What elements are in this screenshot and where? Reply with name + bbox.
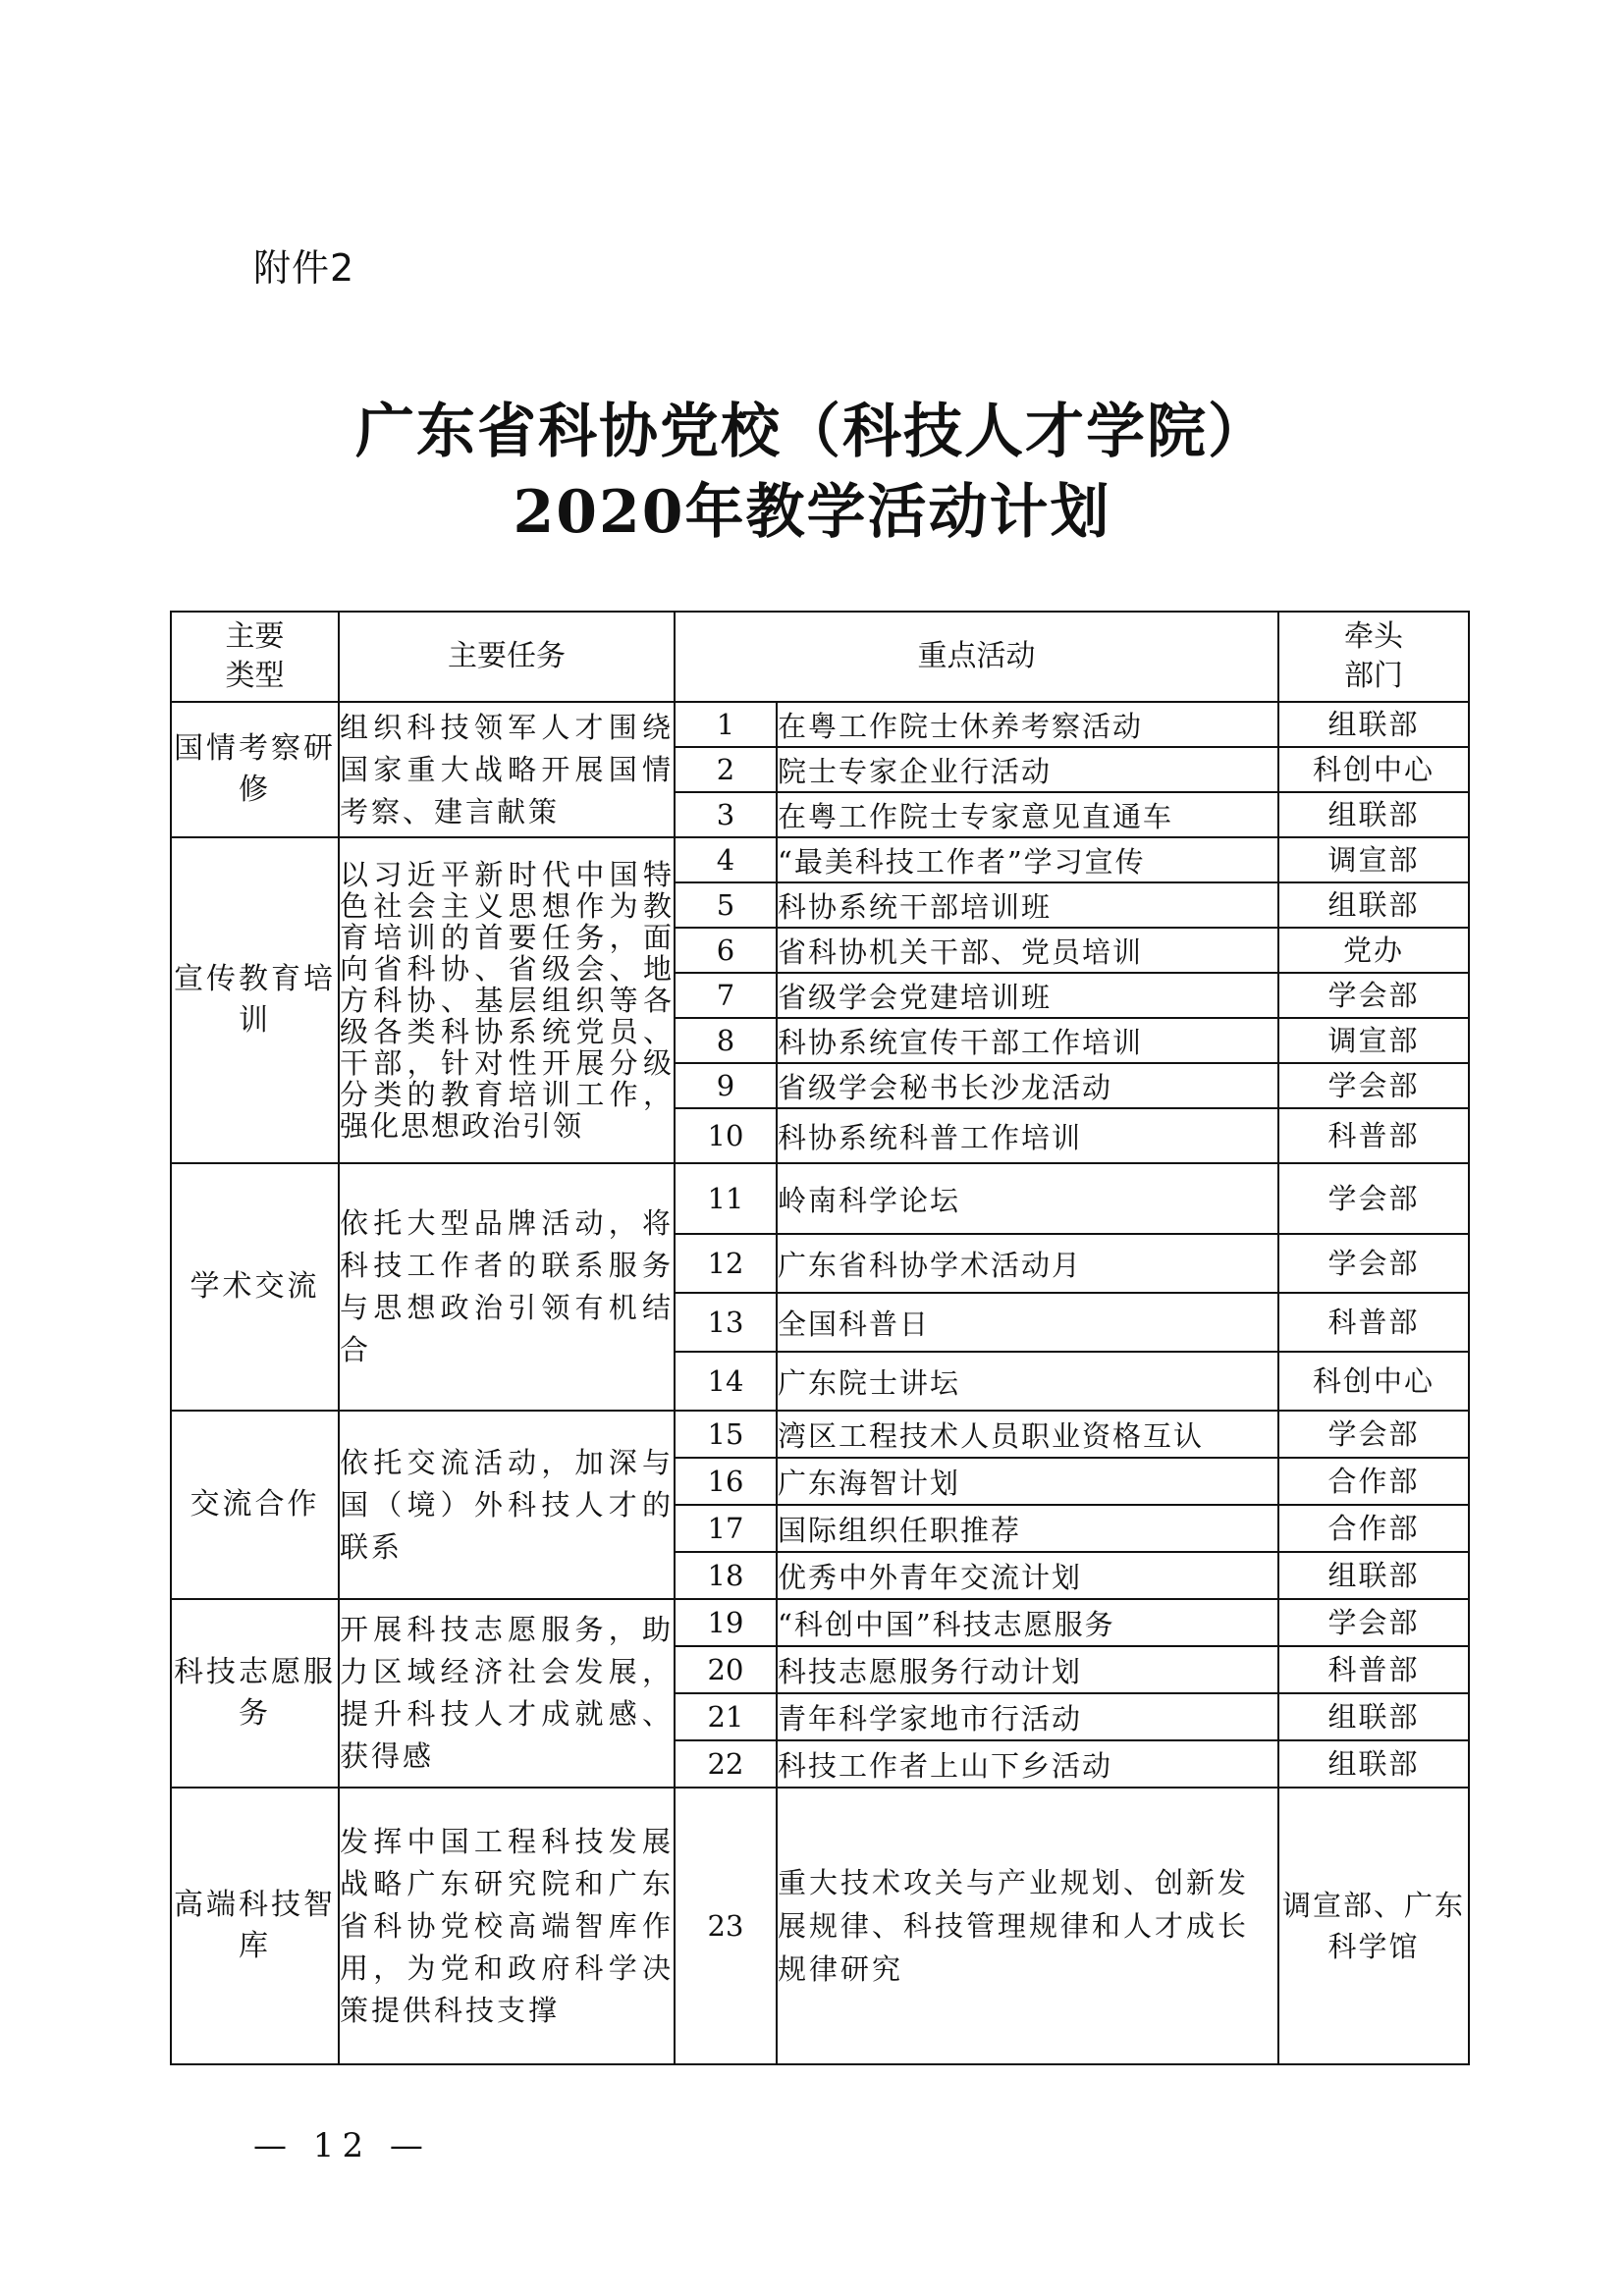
dept-cell: 调宣部	[1278, 1018, 1469, 1063]
row-number: 8	[675, 1018, 777, 1063]
dept-cell: 组联部	[1278, 1740, 1469, 1788]
activity-cell: 科技志愿服务行动计划	[777, 1646, 1278, 1693]
dept-cell: 学会部	[1278, 1063, 1469, 1108]
row-number: 15	[675, 1411, 777, 1458]
row-number: 13	[675, 1293, 777, 1352]
type-cell: 国情考察研 修	[171, 702, 339, 837]
row-number: 11	[675, 1163, 777, 1234]
row-number: 3	[675, 792, 777, 837]
activity-cell: 科协系统科普工作培训	[777, 1108, 1278, 1163]
activity-cell: 重大技术攻关与产业规划、创新发展规律、科技管理规律和人才成长规律研究	[777, 1788, 1278, 2064]
row-number: 22	[675, 1740, 777, 1788]
row-number: 9	[675, 1063, 777, 1108]
activity-cell: 优秀中外青年交流计划	[777, 1552, 1278, 1599]
table-row	[171, 837, 1469, 882]
dept-cell: 组联部	[1278, 1693, 1469, 1740]
task-cell: 依托大型品牌活动，将科技工作者的联系服务与思想政治引领有机结合	[339, 1163, 675, 1411]
type-cell: 科技志愿服 务	[171, 1599, 339, 1788]
dept-cell: 科普部	[1278, 1293, 1469, 1352]
dept-cell: 组联部	[1278, 1552, 1469, 1599]
row-number: 4	[675, 837, 777, 882]
row-number: 18	[675, 1552, 777, 1599]
row-number: 5	[675, 882, 777, 928]
attachment-label: 附件2	[253, 246, 355, 290]
header-task: 主要任务	[339, 612, 675, 702]
header-activity: 重点活动	[675, 612, 1278, 702]
document-title-line-1: 广东省科协党校（科技人才学院）	[355, 398, 1269, 466]
row-number: 14	[675, 1352, 777, 1411]
activity-cell: 省级学会秘书长沙龙活动	[777, 1063, 1278, 1108]
dept-cell: 学会部	[1278, 1411, 1469, 1458]
dept-cell: 科普部	[1278, 1646, 1469, 1693]
table-header-row	[171, 612, 1469, 702]
dept-cell: 组联部	[1278, 792, 1469, 837]
row-number: 7	[675, 973, 777, 1018]
table-row	[171, 1411, 1469, 1458]
dept-cell: 党办	[1278, 928, 1469, 973]
type-cell: 学术交流	[171, 1163, 339, 1411]
task-cell: 组织科技领军人才围绕国家重大战略开展国情考察、建言献策	[339, 702, 675, 837]
row-number: 23	[675, 1788, 777, 2064]
dept-cell: 科创中心	[1278, 1352, 1469, 1411]
dept-cell: 科创中心	[1278, 747, 1469, 792]
page-number: — 12 —	[253, 2126, 431, 2165]
header-type: 主要类型	[171, 612, 339, 702]
row-number: 12	[675, 1234, 777, 1293]
dept-cell: 学会部	[1278, 1163, 1469, 1234]
activity-cell: 在粤工作院士休养考察活动	[777, 702, 1278, 747]
row-number: 20	[675, 1646, 777, 1693]
activity-cell: “科创中国”科技志愿服务	[777, 1599, 1278, 1646]
row-number: 1	[675, 702, 777, 747]
dept-cell: 学会部	[1278, 1599, 1469, 1646]
activity-cell: 青年科学家地市行活动	[777, 1693, 1278, 1740]
table-row	[171, 702, 1469, 747]
row-number: 17	[675, 1505, 777, 1552]
type-cell: 宣传教育培训	[171, 837, 339, 1163]
dept-cell: 合作部	[1278, 1505, 1469, 1552]
type-cell: 交流合作	[171, 1411, 339, 1599]
activity-cell: 广东海智计划	[777, 1458, 1278, 1505]
table-row	[171, 1788, 1469, 2064]
activity-cell: 全国科普日	[777, 1293, 1278, 1352]
activity-cell: 院士专家企业行活动	[777, 747, 1278, 792]
row-number: 6	[675, 928, 777, 973]
table-row	[171, 1599, 1469, 1646]
activity-plan-table	[170, 611, 1470, 2065]
dept-cell: 学会部	[1278, 973, 1469, 1018]
row-number: 21	[675, 1693, 777, 1740]
activity-cell: “最美科技工作者”学习宣传	[777, 837, 1278, 882]
activity-cell: 科技工作者上山下乡活动	[777, 1740, 1278, 1788]
dept-cell: 组联部	[1278, 702, 1469, 747]
dept-cell: 组联部	[1278, 882, 1469, 928]
task-cell: 依托交流活动，加深与国（境）外科技人才的联系	[339, 1411, 675, 1599]
task-cell: 以习近平新时代中国特色社会主义思想作为教育培训的首要任务，面向省科协、省级会、地方科协、基层组织等各级各类科协系统党员、干部，针对性开展分级分类的教育培训工作，强化思想政治引领	[339, 837, 675, 1163]
activity-cell: 广东省科协学术活动月	[777, 1234, 1278, 1293]
activity-cell: 国际组织任职推荐	[777, 1505, 1278, 1552]
activity-cell: 省科协机关干部、党员培训	[777, 928, 1278, 973]
header-dept: 牵头部门	[1278, 612, 1469, 702]
activity-cell: 在粤工作院士专家意见直通车	[777, 792, 1278, 837]
activity-cell: 湾区工程技术人员职业资格互认	[777, 1411, 1278, 1458]
row-number: 19	[675, 1599, 777, 1646]
row-number: 2	[675, 747, 777, 792]
task-cell: 开展科技志愿服务，助力区域经济社会发展，提升科技人才成就感、获得感	[339, 1599, 675, 1788]
activity-cell: 科协系统干部培训班	[777, 882, 1278, 928]
dept-cell: 科普部	[1278, 1108, 1469, 1163]
task-cell: 发挥中国工程科技发展战略广东研究院和广东省科协党校高端智库作用，为党和政府科学决策提供科技支撑	[339, 1788, 675, 2064]
row-number: 10	[675, 1108, 777, 1163]
activity-cell: 省级学会党建培训班	[777, 973, 1278, 1018]
dept-cell: 合作部	[1278, 1458, 1469, 1505]
table-row	[171, 1163, 1469, 1234]
dept-cell: 调宣部	[1278, 837, 1469, 882]
activity-cell: 岭南科学论坛	[777, 1163, 1278, 1234]
row-number: 16	[675, 1458, 777, 1505]
dept-cell: 调宣部、广东科学馆	[1278, 1788, 1469, 2064]
document-title-line-2: 2020年教学活动计划	[513, 478, 1111, 547]
dept-cell: 学会部	[1278, 1234, 1469, 1293]
type-cell: 高端科技智 库	[171, 1788, 339, 2064]
activity-cell: 广东院士讲坛	[777, 1352, 1278, 1411]
activity-cell: 科协系统宣传干部工作培训	[777, 1018, 1278, 1063]
